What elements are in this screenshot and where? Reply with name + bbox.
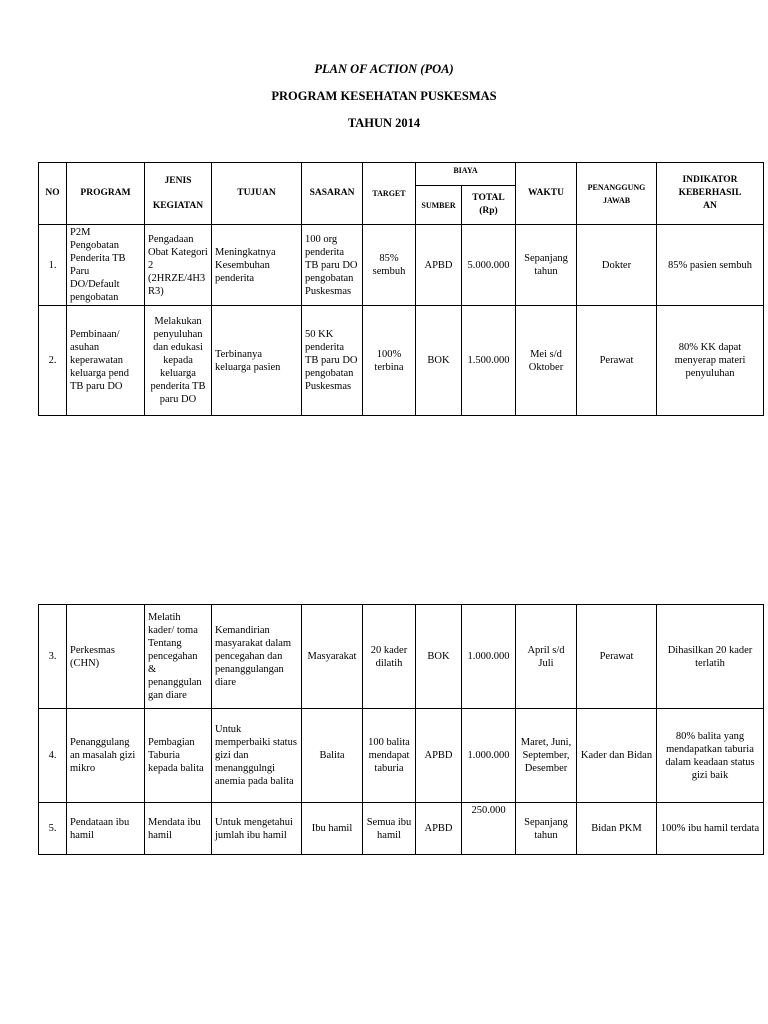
cell-program: Penanggulang an masalah gizi mikro (67, 709, 145, 803)
poa-table-page1 (38, 162, 764, 416)
cell-indikator: Dihasilkan 20 kader terlatih (657, 605, 764, 709)
cell-total: 250.000 (462, 803, 516, 855)
cell-waktu: Mei s/d Oktober (516, 306, 577, 416)
cell-penanggung-jawab: Dokter (577, 225, 657, 306)
cell-sumber: APBD (416, 803, 462, 855)
cell-no: 3. (39, 605, 67, 709)
cell-target: 100 balita mendapat taburia (363, 709, 416, 803)
cell-sumber: APBD (416, 225, 462, 306)
header-total-line1: TOTAL (472, 193, 505, 203)
cell-tujuan: Untuk memperbaiki status gizi dan menanggulngi anemia pada balita (212, 709, 302, 803)
cell-tujuan: Kemandirian masyarakat dalam pencegahan dan penanggulangan diare (212, 605, 302, 709)
header-indikator-line2: KEBERHASIL (678, 188, 742, 198)
header-waktu: WAKTU (516, 163, 577, 225)
table-row (39, 803, 764, 855)
header-jenis-line: JENIS (164, 175, 192, 186)
header-indikator-line3: AN (703, 201, 717, 211)
cell-kegiatan: Melakukan penyuluhan dan edukasi kepada keluarga penderita TB paru DO (145, 306, 212, 416)
cell-kegiatan: Mendata ibu hamil (145, 803, 212, 855)
poa-table-page2 (38, 604, 764, 855)
header-total (462, 186, 516, 225)
header-pj-line2: JAWAB (602, 195, 631, 205)
cell-sasaran: Masyarakat (302, 605, 363, 709)
cell-kegiatan: Pembagian Taburia kepada balita (145, 709, 212, 803)
document-year: TAHUN 2014 (347, 116, 421, 130)
cell-total: 1.000.000 (462, 709, 516, 803)
header-indikator (657, 163, 764, 225)
cell-program: Perkesmas (CHN) (67, 605, 145, 709)
cell-sumber: BOK (416, 605, 462, 709)
cell-target: Semua ibu hamil (363, 803, 416, 855)
cell-program: Pendataan ibu hamil (67, 803, 145, 855)
cell-target: 100% terbina (363, 306, 416, 416)
cell-tujuan: Terbinanya keluarga pasien (212, 306, 302, 416)
cell-kegiatan: Melatih kader/ toma Tentang pencegahan & penanggulan gan diare (145, 605, 212, 709)
header-total-line2: (Rp) (479, 206, 498, 216)
cell-indikator: 85% pasien sembuh (657, 225, 764, 306)
cell-sasaran: Ibu hamil (302, 803, 363, 855)
cell-total: 1.500.000 (462, 306, 516, 416)
cell-waktu: April s/d Juli (516, 605, 577, 709)
cell-penanggung-jawab: Kader dan Bidan (577, 709, 657, 803)
header-kegiatan-line: KEGIATAN (152, 200, 204, 211)
header-tujuan: TUJUAN (212, 163, 302, 225)
cell-no: 1. (39, 225, 67, 306)
cell-penanggung-jawab: Bidan PKM (577, 803, 657, 855)
cell-target: 20 kader dilatih (363, 605, 416, 709)
header-target: TARGET (363, 163, 416, 225)
table-row (39, 306, 764, 416)
cell-sasaran: 100 org penderita TB paru DO pengobatan Puskesmas (302, 225, 363, 306)
cell-target: 85% sembuh (363, 225, 416, 306)
table-header-row (39, 163, 764, 186)
cell-program: Pembinaan/ asuhan keperawatan keluarga pend TB paru DO (67, 306, 145, 416)
cell-tujuan: Untuk mengetahui jumlah ibu hamil (212, 803, 302, 855)
header-program: PROGRAM (67, 163, 145, 225)
header-biaya: BIAYA (416, 163, 516, 186)
cell-sasaran: 50 KK penderita TB paru DO pengobatan Puskesmas (302, 306, 363, 416)
cell-waktu: Sepanjang tahun (516, 225, 577, 306)
cell-indikator: 100% ibu hamil terdata (657, 803, 764, 855)
cell-no: 5. (39, 803, 67, 855)
cell-sumber: BOK (416, 306, 462, 416)
cell-total: 5.000.000 (462, 225, 516, 306)
header-indikator-line1: INDIKATOR (682, 175, 738, 185)
cell-no: 4. (39, 709, 67, 803)
document-title: PLAN OF ACTION (POA) (314, 62, 454, 76)
header-sumber: SUMBER (416, 186, 462, 225)
document-subtitle: PROGRAM KESEHATAN PUSKESMAS (271, 89, 497, 103)
cell-penanggung-jawab: Perawat (577, 605, 657, 709)
header-penanggung-jawab (577, 163, 657, 225)
cell-sasaran: Balita (302, 709, 363, 803)
cell-sumber: APBD (416, 709, 462, 803)
table-row (39, 709, 764, 803)
header-sasaran: SASARAN (302, 163, 363, 225)
cell-no: 2. (39, 306, 67, 416)
cell-indikator: 80% KK dapat menyerap materi penyuluhan (657, 306, 764, 416)
cell-tujuan: Meningkatnya Kesembuhan penderita (212, 225, 302, 306)
header-pj-line1: PENANGGUNG (587, 182, 646, 192)
cell-indikator: 80% balita yang mendapatkan taburia dalam keadaan status gizi baik (657, 709, 764, 803)
table-row (39, 605, 764, 709)
cell-waktu: Maret, Juni, September, Desember (516, 709, 577, 803)
header-jenis-kegiatan (145, 163, 212, 225)
cell-program: P2M Pengobatan Penderita TB Paru DO/Default pengobatan (67, 225, 145, 306)
table-row (39, 225, 764, 306)
header-no: NO (39, 163, 67, 225)
cell-total: 1.000.000 (462, 605, 516, 709)
cell-penanggung-jawab: Perawat (577, 306, 657, 416)
cell-waktu: Sepanjang tahun (516, 803, 577, 855)
cell-kegiatan: Pengadaan Obat Kategori 2 (2HRZE/4H3 R3) (145, 225, 212, 306)
